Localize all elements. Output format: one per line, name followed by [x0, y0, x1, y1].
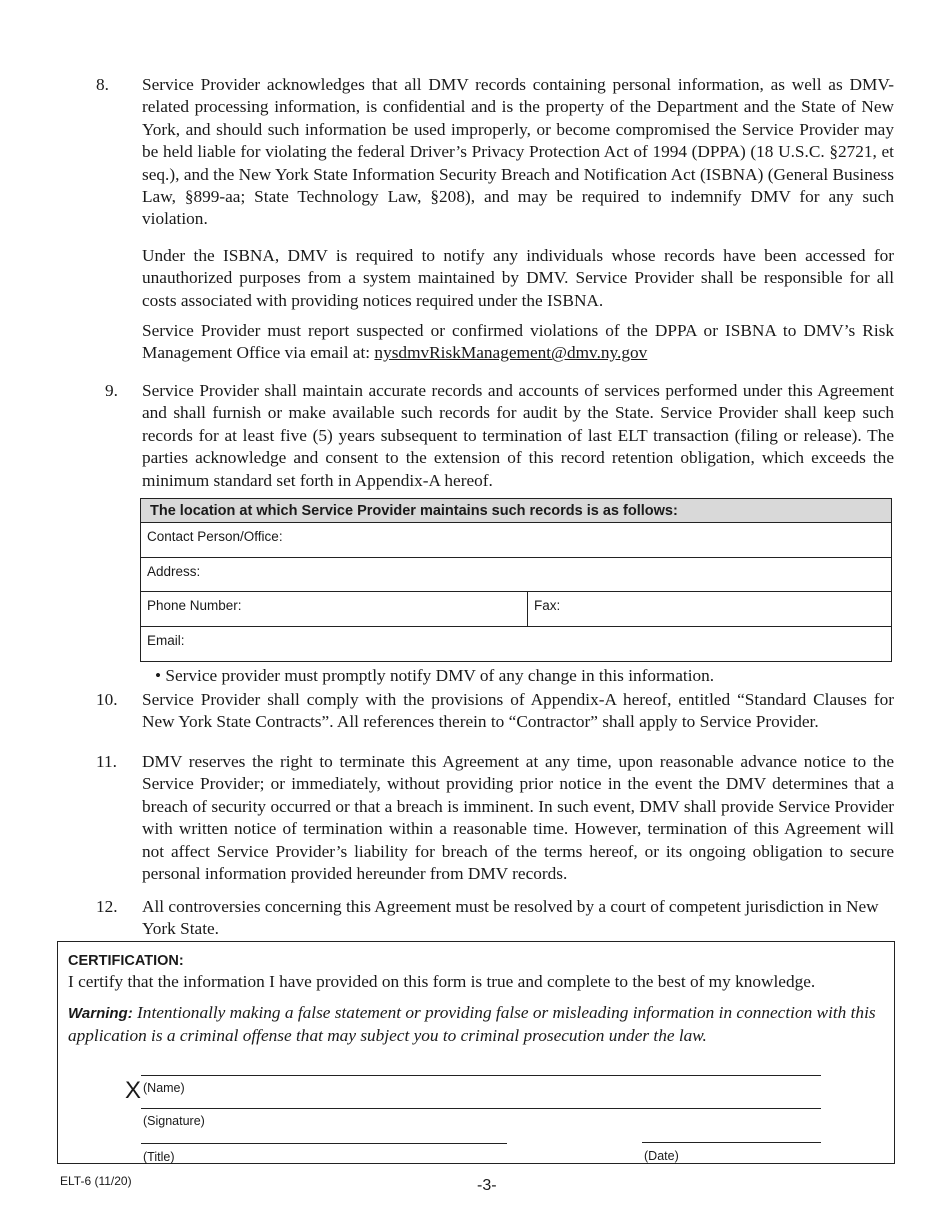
- contact-row[interactable]: [141, 523, 891, 558]
- certification-statement: I certify that the information I have provided on this form is true and complete to the best of my knowledge.: [68, 972, 816, 991]
- date-label: (Date): [644, 1149, 679, 1163]
- page-number: -3-: [477, 1177, 497, 1194]
- address-row[interactable]: [141, 558, 891, 593]
- risk-management-text: Service Provider must report suspected or confirmed violations of the DPPA or ISBNA to DMV’s Risk Management Office via email at:: [142, 321, 894, 363]
- warning-label: Warning:: [68, 1005, 133, 1022]
- signature-x-mark: X: [125, 1077, 142, 1104]
- item-text: All controversies concerning this Agreement must be resolved by a court of competent jurisdiction in New York State.: [142, 897, 879, 939]
- bullet-note: • Service provider must promptly notify DMV of any change in this information.: [155, 666, 715, 685]
- certification-box: [57, 941, 895, 1164]
- item-number: 12.: [96, 897, 118, 916]
- item-number: 11.: [96, 752, 117, 771]
- records-location-table: [140, 498, 892, 662]
- address-label: Address:: [147, 563, 201, 579]
- title-line[interactable]: [141, 1143, 507, 1144]
- phone-label: Phone Number:: [147, 598, 242, 613]
- warning-text: [68, 1002, 883, 1048]
- certification-title: CERTIFICATION:: [68, 953, 184, 969]
- item-8-paragraph-3: [142, 320, 894, 365]
- item-number: 8.: [96, 75, 109, 94]
- date-line[interactable]: [642, 1142, 821, 1143]
- contact-label: Contact Person/Office:: [147, 529, 283, 544]
- email-row[interactable]: [141, 627, 891, 662]
- title-label: (Title): [143, 1150, 175, 1164]
- name-label: (Name): [143, 1081, 185, 1095]
- signature-line[interactable]: [141, 1108, 821, 1109]
- item-number: 10.: [96, 690, 118, 709]
- item-text: Service Provider acknowledges that all DMV records containing personal information, as well as DMV-related processing information, is confidential and is the property of the Department and the State of New York, and should such information be used improperly, or become compromised the Service Provider may be held liable for violating the federal Driver’s Privacy Protection Act of 1994 (DPPA) (18 U.S.C. §2721, et seq.), and the New York State Information Security Breach and Notification Act (ISBNA) (General Business Law, §899-aa; State Technology Law, §208), and may be required to indemnify DMV for any such violation.: [142, 75, 894, 229]
- risk-management-email-link[interactable]: nysdmvRiskManagement@dmv.ny.gov: [374, 343, 648, 363]
- column-divider: [527, 592, 528, 626]
- item-8-paragraph-2: Under the ISBNA, DMV is required to notify any individuals whose records have been accessed for unauthorized purposes from a system maintained by DMV. Service Provider shall be responsible for all costs associated with providing notices required under the ISBNA.: [142, 246, 894, 310]
- signature-label: (Signature): [143, 1114, 205, 1128]
- item-text: Service Provider shall comply with the provisions of Appendix-A hereof, entitled “Standard Clauses for New York State Contracts”. All references therein to “Contractor” shall apply to Service Provider.: [142, 690, 894, 732]
- records-table-header: The location at which Service Provider maintains such records is as follows:: [141, 499, 891, 523]
- fax-label: Fax:: [534, 598, 561, 613]
- item-text: Service Provider shall maintain accurate records and accounts of services performed under this Agreement and shall furnish or make available such records for audit by the State. Service Provider shall keep such records for at least five (5) years subsequent to termination of last ELT transaction (filing or release). The parties acknowledge and consent to the extension of this record retention obligation, which exceeds the minimum standard set forth in Appendix-A hereof.: [142, 381, 894, 490]
- item-number: 9.: [105, 381, 118, 400]
- email-label: Email:: [147, 632, 185, 648]
- form-id: ELT-6 (11/20): [60, 1174, 132, 1188]
- phone-fax-row: [141, 592, 891, 627]
- name-line[interactable]: [141, 1075, 821, 1076]
- item-text: DMV reserves the right to terminate this Agreement at any time, upon reasonable advance notice to the Service Provider; or immediately, without providing prior notice in the event the DMV determines that a breach of security occurred or that a breach is imminent. In such event, DMV shall provide Service Provider with written notice of termination within a reasonable time. However, termination of this Agreement will not affect Service Provider’s liability for breach of the terms hereof, or its ongoing obligation to secure personal information provided hereunder from DMV records.: [142, 752, 894, 884]
- warning-body: Intentionally making a false statement or providing false or misleading information in connection with this application is a criminal offense that may subject you to criminal prosecution under the law.: [68, 1003, 876, 1046]
